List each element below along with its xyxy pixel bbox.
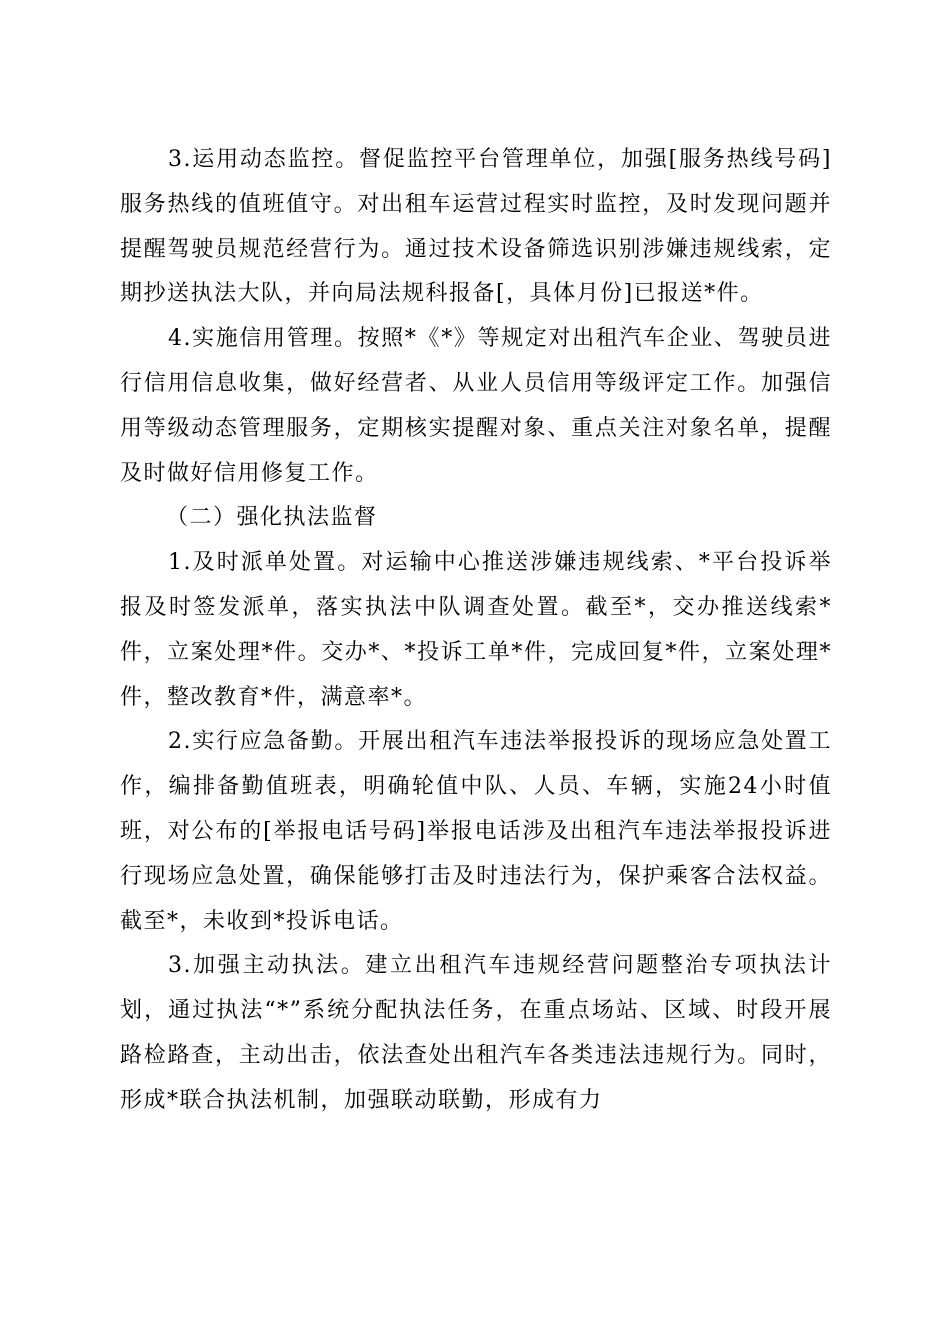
paragraph-dispatch-handling: 1.及时派单处置。对运输中心推送涉嫌违规线索、*平台投诉举报及时签发派单，落实执法中队调查处置。截至*，交办推送线索*件，立案处理*件。交办*、*投诉工单*件，完成回复*件，立案处理*件，整改教育*件，满意率*。 (120, 550, 832, 710)
section-heading-enforcement: （二）强化执法监督 (166, 505, 378, 531)
paragraph-active-enforcement: 3.加强主动执法。建立出租汽车违规经营问题整治专项执法计划，通过执法“*”系统分配执法任务，在重点场站、区域、时段开展路检路查，主动出击，依法查处出租汽车各类违法违规行为。同时，形成*联合执法机制，加强联动联勤，形成有力 (120, 953, 832, 1113)
paragraph-credit-management: 4.实施信用管理。按照*《*》等规定对出租汽车企业、驾驶员进行信用信息收集，做好经营者、从业人员信用等级评定工作。加强信用等级动态管理服务，定期核实提醒对象、重点关注对象名单，提醒及时做好信用修复工作。 (120, 326, 832, 486)
paragraph-dynamic-monitoring: 3.运用动态监控。督促监控平台管理单位，加强[服务热线号码]服务热线的值班值守。对出租车运营过程实时监控，及时发现问题并提醒驾驶员规范经营行为。通过技术设备筛选识别涉嫌违规线索，定期抄送执法大队，并向局法规科报备[，具体月份]已报送*件。 (120, 147, 832, 307)
document-body (120, 138, 832, 1124)
paragraph-emergency-standby: 2.实行应急备勤。开展出租汽车违法举报投诉的现场应急处置工作，编排备勤值班表，明确轮值中队、人员、车辆，实施24小时值班，对公布的[举报电话号码]举报电话涉及出租汽车违法举报投诉进行现场应急处置，确保能够打击及时违法行为，保护乘客合法权益。截至*，未收到*投诉电话。 (120, 729, 832, 934)
